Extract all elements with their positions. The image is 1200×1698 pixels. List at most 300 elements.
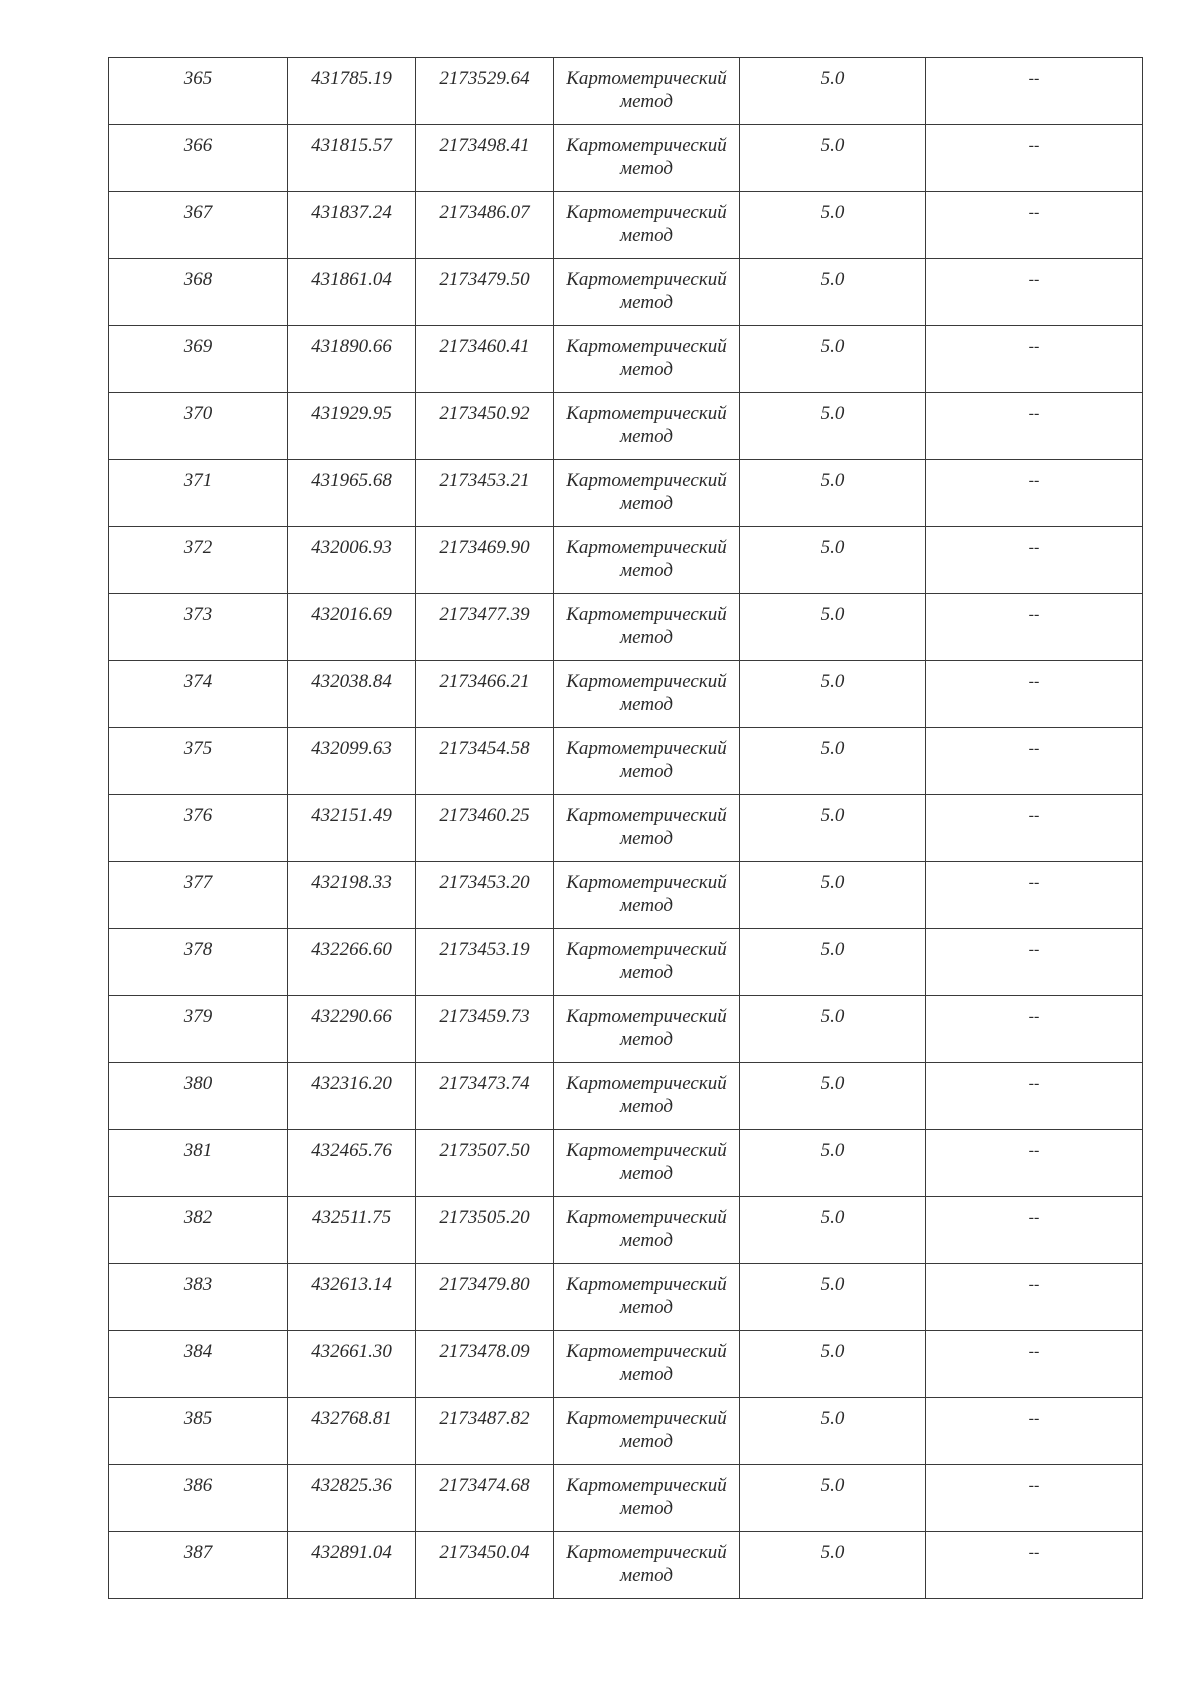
point-number-cell bbox=[109, 1264, 288, 1331]
note-text: -- bbox=[1028, 1477, 1040, 1494]
table-row bbox=[109, 460, 1143, 527]
x-coordinate-cell bbox=[288, 929, 416, 996]
method-line-2: метод bbox=[620, 1163, 673, 1184]
note-cell bbox=[926, 1130, 1143, 1197]
point-number-cell bbox=[109, 862, 288, 929]
point-number-text: 378 bbox=[183, 939, 213, 960]
accuracy-text: 5.0 bbox=[820, 1542, 845, 1563]
accuracy-cell bbox=[740, 192, 926, 259]
note-cell bbox=[926, 594, 1143, 661]
x-coordinate-text: 432465.76 bbox=[311, 1140, 392, 1161]
table-row bbox=[109, 728, 1143, 795]
y-coordinate-text: 2173459.73 bbox=[439, 1006, 530, 1027]
note-cell bbox=[926, 326, 1143, 393]
point-number-text: 373 bbox=[183, 604, 213, 625]
x-coordinate-text: 431837.24 bbox=[311, 202, 392, 223]
method-text bbox=[554, 259, 739, 314]
method-line-2: метод bbox=[620, 1029, 673, 1050]
x-coordinate-text: 432661.30 bbox=[311, 1341, 392, 1362]
method-cell bbox=[554, 1264, 740, 1331]
coordinates-table bbox=[108, 57, 1143, 1599]
table-row bbox=[109, 125, 1143, 192]
method-line-2: метод bbox=[620, 292, 673, 313]
point-number-text: 387 bbox=[183, 1542, 213, 1563]
point-number-cell bbox=[109, 594, 288, 661]
method-line-1: Картометрический bbox=[566, 671, 727, 692]
x-coordinate-cell bbox=[288, 1130, 416, 1197]
table-row bbox=[109, 1130, 1143, 1197]
method-line-2: метод bbox=[620, 560, 673, 581]
table-row bbox=[109, 795, 1143, 862]
note-text: -- bbox=[1028, 472, 1040, 489]
method-text bbox=[554, 460, 739, 515]
method-line-2: метод bbox=[620, 627, 673, 648]
method-cell bbox=[554, 1398, 740, 1465]
method-line-1: Картометрический bbox=[566, 470, 727, 491]
note-text: -- bbox=[1028, 405, 1040, 422]
table-row bbox=[109, 996, 1143, 1063]
note-cell bbox=[926, 929, 1143, 996]
point-number-cell bbox=[109, 125, 288, 192]
note-text: -- bbox=[1028, 137, 1040, 154]
x-coordinate-cell bbox=[288, 862, 416, 929]
table-row bbox=[109, 1264, 1143, 1331]
note-text: -- bbox=[1028, 673, 1040, 690]
y-coordinate-text: 2173450.04 bbox=[439, 1542, 530, 1563]
note-cell bbox=[926, 259, 1143, 326]
method-text bbox=[554, 1130, 739, 1185]
point-number-text: 372 bbox=[183, 537, 213, 558]
point-number-cell bbox=[109, 1331, 288, 1398]
accuracy-text: 5.0 bbox=[820, 1140, 845, 1161]
y-coordinate-text: 2173507.50 bbox=[439, 1140, 530, 1161]
method-line-2: метод bbox=[620, 158, 673, 179]
y-coordinate-cell bbox=[416, 527, 554, 594]
method-cell bbox=[554, 1130, 740, 1197]
y-coordinate-text: 2173453.19 bbox=[439, 939, 530, 960]
method-line-1: Картометрический bbox=[566, 939, 727, 960]
method-text bbox=[554, 393, 739, 448]
method-line-1: Картометрический bbox=[566, 738, 727, 759]
method-line-2: метод bbox=[620, 1230, 673, 1251]
y-coordinate-text: 2173454.58 bbox=[439, 738, 530, 759]
table-row bbox=[109, 326, 1143, 393]
note-cell bbox=[926, 1398, 1143, 1465]
method-line-1: Картометрический bbox=[566, 68, 727, 89]
x-coordinate-text: 432316.20 bbox=[311, 1073, 392, 1094]
method-line-2: метод bbox=[620, 895, 673, 916]
x-coordinate-text: 432006.93 bbox=[311, 537, 392, 558]
method-cell bbox=[554, 1063, 740, 1130]
method-cell bbox=[554, 862, 740, 929]
accuracy-text: 5.0 bbox=[820, 202, 845, 223]
method-text bbox=[554, 527, 739, 582]
x-coordinate-cell bbox=[288, 259, 416, 326]
x-coordinate-cell bbox=[288, 661, 416, 728]
note-cell bbox=[926, 1264, 1143, 1331]
table-row bbox=[109, 1197, 1143, 1264]
y-coordinate-cell bbox=[416, 1197, 554, 1264]
y-coordinate-text: 2173450.92 bbox=[439, 403, 530, 424]
method-line-1: Картометрический bbox=[566, 269, 727, 290]
method-text bbox=[554, 1197, 739, 1252]
method-cell bbox=[554, 393, 740, 460]
accuracy-cell bbox=[740, 527, 926, 594]
method-cell bbox=[554, 125, 740, 192]
y-coordinate-text: 2173478.09 bbox=[439, 1341, 530, 1362]
note-cell bbox=[926, 1465, 1143, 1532]
method-text bbox=[554, 795, 739, 850]
x-coordinate-cell bbox=[288, 326, 416, 393]
note-cell bbox=[926, 460, 1143, 527]
point-number-cell bbox=[109, 996, 288, 1063]
point-number-cell bbox=[109, 728, 288, 795]
accuracy-text: 5.0 bbox=[820, 470, 845, 491]
method-text bbox=[554, 326, 739, 381]
note-cell bbox=[926, 661, 1143, 728]
y-coordinate-cell bbox=[416, 460, 554, 527]
method-cell bbox=[554, 326, 740, 393]
method-line-1: Картометрический bbox=[566, 1475, 727, 1496]
point-number-text: 370 bbox=[183, 403, 213, 424]
note-text: -- bbox=[1028, 1343, 1040, 1360]
y-coordinate-text: 2173505.20 bbox=[439, 1207, 530, 1228]
accuracy-cell bbox=[740, 460, 926, 527]
method-line-1: Картометрический bbox=[566, 1207, 727, 1228]
note-text: -- bbox=[1028, 874, 1040, 891]
y-coordinate-text: 2173498.41 bbox=[439, 135, 530, 156]
point-number-text: 381 bbox=[183, 1140, 213, 1161]
x-coordinate-text: 431929.95 bbox=[311, 403, 392, 424]
note-cell bbox=[926, 862, 1143, 929]
method-cell bbox=[554, 594, 740, 661]
y-coordinate-cell bbox=[416, 1532, 554, 1599]
method-line-1: Картометрический bbox=[566, 202, 727, 223]
accuracy-cell bbox=[740, 58, 926, 125]
method-line-2: метод bbox=[620, 225, 673, 246]
point-number-cell bbox=[109, 1197, 288, 1264]
x-coordinate-cell bbox=[288, 393, 416, 460]
accuracy-text: 5.0 bbox=[820, 1341, 845, 1362]
point-number-cell bbox=[109, 1130, 288, 1197]
method-cell bbox=[554, 1197, 740, 1264]
method-text bbox=[554, 661, 739, 716]
x-coordinate-cell bbox=[288, 1063, 416, 1130]
y-coordinate-cell bbox=[416, 594, 554, 661]
point-number-cell bbox=[109, 326, 288, 393]
y-coordinate-text: 2173477.39 bbox=[439, 604, 530, 625]
accuracy-text: 5.0 bbox=[820, 135, 845, 156]
y-coordinate-cell bbox=[416, 728, 554, 795]
accuracy-cell bbox=[740, 728, 926, 795]
point-number-cell bbox=[109, 795, 288, 862]
method-line-1: Картометрический bbox=[566, 872, 727, 893]
x-coordinate-cell bbox=[288, 728, 416, 795]
method-line-1: Картометрический bbox=[566, 1140, 727, 1161]
point-number-text: 375 bbox=[183, 738, 213, 759]
note-cell bbox=[926, 728, 1143, 795]
accuracy-text: 5.0 bbox=[820, 537, 845, 558]
x-coordinate-cell bbox=[288, 795, 416, 862]
x-coordinate-cell bbox=[288, 594, 416, 661]
method-line-1: Картометрический bbox=[566, 604, 727, 625]
x-coordinate-text: 432290.66 bbox=[311, 1006, 392, 1027]
accuracy-text: 5.0 bbox=[820, 1408, 845, 1429]
y-coordinate-cell bbox=[416, 795, 554, 862]
x-coordinate-text: 432151.49 bbox=[311, 805, 392, 826]
note-text: -- bbox=[1028, 1209, 1040, 1226]
point-number-text: 377 bbox=[183, 872, 213, 893]
method-line-2: метод bbox=[620, 1096, 673, 1117]
method-text bbox=[554, 1465, 739, 1520]
accuracy-cell bbox=[740, 326, 926, 393]
x-coordinate-text: 432099.63 bbox=[311, 738, 392, 759]
y-coordinate-cell bbox=[416, 1063, 554, 1130]
method-line-1: Картометрический bbox=[566, 1073, 727, 1094]
accuracy-text: 5.0 bbox=[820, 1006, 845, 1027]
y-coordinate-cell bbox=[416, 1331, 554, 1398]
method-cell bbox=[554, 661, 740, 728]
y-coordinate-text: 2173529.64 bbox=[439, 68, 530, 89]
table-row bbox=[109, 259, 1143, 326]
y-coordinate-text: 2173479.80 bbox=[439, 1274, 530, 1295]
method-line-2: метод bbox=[620, 828, 673, 849]
accuracy-cell bbox=[740, 996, 926, 1063]
accuracy-text: 5.0 bbox=[820, 1073, 845, 1094]
point-number-cell bbox=[109, 661, 288, 728]
accuracy-text: 5.0 bbox=[820, 671, 845, 692]
note-cell bbox=[926, 1331, 1143, 1398]
y-coordinate-text: 2173474.68 bbox=[439, 1475, 530, 1496]
note-cell bbox=[926, 1197, 1143, 1264]
x-coordinate-cell bbox=[288, 125, 416, 192]
point-number-cell bbox=[109, 1465, 288, 1532]
accuracy-cell bbox=[740, 259, 926, 326]
method-line-2: метод bbox=[620, 91, 673, 112]
method-text bbox=[554, 125, 739, 180]
x-coordinate-cell bbox=[288, 1331, 416, 1398]
method-line-2: метод bbox=[620, 1565, 673, 1586]
note-text: -- bbox=[1028, 1075, 1040, 1092]
accuracy-text: 5.0 bbox=[820, 403, 845, 424]
accuracy-cell bbox=[740, 1331, 926, 1398]
table-row bbox=[109, 1532, 1143, 1599]
x-coordinate-cell bbox=[288, 58, 416, 125]
accuracy-cell bbox=[740, 1197, 926, 1264]
note-cell bbox=[926, 527, 1143, 594]
accuracy-cell bbox=[740, 929, 926, 996]
method-cell bbox=[554, 1465, 740, 1532]
accuracy-text: 5.0 bbox=[820, 68, 845, 89]
method-text bbox=[554, 1063, 739, 1118]
point-number-text: 368 bbox=[183, 269, 213, 290]
point-number-text: 384 bbox=[183, 1341, 213, 1362]
method-cell bbox=[554, 527, 740, 594]
y-coordinate-text: 2173460.41 bbox=[439, 336, 530, 357]
y-coordinate-cell bbox=[416, 862, 554, 929]
accuracy-cell bbox=[740, 1398, 926, 1465]
table-row bbox=[109, 1398, 1143, 1465]
accuracy-cell bbox=[740, 594, 926, 661]
x-coordinate-text: 432038.84 bbox=[311, 671, 392, 692]
y-coordinate-text: 2173473.74 bbox=[439, 1073, 530, 1094]
x-coordinate-cell bbox=[288, 527, 416, 594]
y-coordinate-cell bbox=[416, 661, 554, 728]
y-coordinate-cell bbox=[416, 1130, 554, 1197]
note-cell bbox=[926, 1532, 1143, 1599]
note-text: -- bbox=[1028, 204, 1040, 221]
x-coordinate-cell bbox=[288, 1197, 416, 1264]
y-coordinate-text: 2173486.07 bbox=[439, 202, 530, 223]
method-line-2: метод bbox=[620, 1364, 673, 1385]
method-line-1: Картометрический bbox=[566, 805, 727, 826]
point-number-text: 367 bbox=[183, 202, 213, 223]
y-coordinate-cell bbox=[416, 929, 554, 996]
x-coordinate-cell bbox=[288, 1465, 416, 1532]
y-coordinate-text: 2173466.21 bbox=[439, 671, 530, 692]
method-line-1: Картометрический bbox=[566, 1408, 727, 1429]
table-row bbox=[109, 527, 1143, 594]
method-line-2: метод bbox=[620, 359, 673, 380]
x-coordinate-text: 431815.57 bbox=[311, 135, 392, 156]
point-number-text: 382 bbox=[183, 1207, 213, 1228]
method-line-2: метод bbox=[620, 1498, 673, 1519]
x-coordinate-text: 432511.75 bbox=[311, 1207, 392, 1228]
y-coordinate-text: 2173487.82 bbox=[439, 1408, 530, 1429]
method-line-2: метод bbox=[620, 1297, 673, 1318]
y-coordinate-text: 2173469.90 bbox=[439, 537, 530, 558]
point-number-text: 371 bbox=[183, 470, 213, 491]
method-line-1: Картометрический bbox=[566, 135, 727, 156]
method-text bbox=[554, 1532, 739, 1587]
accuracy-text: 5.0 bbox=[820, 269, 845, 290]
method-text bbox=[554, 862, 739, 917]
y-coordinate-cell bbox=[416, 259, 554, 326]
note-cell bbox=[926, 795, 1143, 862]
table-row bbox=[109, 862, 1143, 929]
note-cell bbox=[926, 192, 1143, 259]
method-text bbox=[554, 728, 739, 783]
point-number-cell bbox=[109, 527, 288, 594]
y-coordinate-text: 2173453.21 bbox=[439, 470, 530, 491]
note-text: -- bbox=[1028, 338, 1040, 355]
method-cell bbox=[554, 795, 740, 862]
note-text: -- bbox=[1028, 1410, 1040, 1427]
y-coordinate-text: 2173479.50 bbox=[439, 269, 530, 290]
table-row bbox=[109, 1465, 1143, 1532]
accuracy-text: 5.0 bbox=[820, 1475, 845, 1496]
method-line-1: Картометрический bbox=[566, 1006, 727, 1027]
method-cell bbox=[554, 460, 740, 527]
x-coordinate-text: 431890.66 bbox=[311, 336, 392, 357]
accuracy-text: 5.0 bbox=[820, 1274, 845, 1295]
note-text: -- bbox=[1028, 941, 1040, 958]
accuracy-text: 5.0 bbox=[820, 872, 845, 893]
point-number-cell bbox=[109, 1398, 288, 1465]
note-text: -- bbox=[1028, 740, 1040, 757]
accuracy-cell bbox=[740, 125, 926, 192]
y-coordinate-cell bbox=[416, 192, 554, 259]
x-coordinate-text: 432198.33 bbox=[311, 872, 392, 893]
accuracy-cell bbox=[740, 862, 926, 929]
note-text: -- bbox=[1028, 271, 1040, 288]
y-coordinate-cell bbox=[416, 996, 554, 1063]
y-coordinate-cell bbox=[416, 125, 554, 192]
table-row bbox=[109, 58, 1143, 125]
note-cell bbox=[926, 58, 1143, 125]
method-line-2: метод bbox=[620, 1431, 673, 1452]
y-coordinate-cell bbox=[416, 1465, 554, 1532]
x-coordinate-cell bbox=[288, 1398, 416, 1465]
method-line-1: Картометрический bbox=[566, 537, 727, 558]
y-coordinate-text: 2173460.25 bbox=[439, 805, 530, 826]
method-cell bbox=[554, 192, 740, 259]
accuracy-text: 5.0 bbox=[820, 939, 845, 960]
method-cell bbox=[554, 58, 740, 125]
y-coordinate-cell bbox=[416, 1398, 554, 1465]
point-number-text: 374 bbox=[183, 671, 213, 692]
y-coordinate-cell bbox=[416, 326, 554, 393]
note-text: -- bbox=[1028, 1276, 1040, 1293]
y-coordinate-cell bbox=[416, 393, 554, 460]
accuracy-cell bbox=[740, 393, 926, 460]
accuracy-text: 5.0 bbox=[820, 805, 845, 826]
x-coordinate-text: 432825.36 bbox=[311, 1475, 392, 1496]
point-number-text: 385 bbox=[183, 1408, 213, 1429]
method-line-2: метод bbox=[620, 694, 673, 715]
accuracy-text: 5.0 bbox=[820, 336, 845, 357]
x-coordinate-cell bbox=[288, 192, 416, 259]
method-line-2: метод bbox=[620, 962, 673, 983]
point-number-text: 380 bbox=[183, 1073, 213, 1094]
x-coordinate-cell bbox=[288, 1532, 416, 1599]
y-coordinate-text: 2173453.20 bbox=[439, 872, 530, 893]
method-line-2: метод bbox=[620, 761, 673, 782]
note-text: -- bbox=[1028, 70, 1040, 87]
note-cell bbox=[926, 996, 1143, 1063]
method-text bbox=[554, 1398, 739, 1453]
method-text bbox=[554, 192, 739, 247]
method-line-1: Картометрический bbox=[566, 403, 727, 424]
point-number-cell bbox=[109, 1532, 288, 1599]
point-number-cell bbox=[109, 192, 288, 259]
note-text: -- bbox=[1028, 606, 1040, 623]
method-cell bbox=[554, 929, 740, 996]
method-line-2: метод bbox=[620, 493, 673, 514]
accuracy-cell bbox=[740, 1063, 926, 1130]
note-cell bbox=[926, 125, 1143, 192]
x-coordinate-cell bbox=[288, 996, 416, 1063]
point-number-cell bbox=[109, 58, 288, 125]
y-coordinate-cell bbox=[416, 1264, 554, 1331]
y-coordinate-cell bbox=[416, 58, 554, 125]
method-line-1: Картометрический bbox=[566, 1341, 727, 1362]
x-coordinate-text: 432266.60 bbox=[311, 939, 392, 960]
method-text bbox=[554, 58, 739, 113]
table-row bbox=[109, 594, 1143, 661]
table-row bbox=[109, 929, 1143, 996]
note-text: -- bbox=[1028, 539, 1040, 556]
method-text bbox=[554, 1264, 739, 1319]
method-line-1: Картометрический bbox=[566, 1542, 727, 1563]
x-coordinate-text: 432016.69 bbox=[311, 604, 392, 625]
point-number-cell bbox=[109, 1063, 288, 1130]
x-coordinate-text: 431965.68 bbox=[311, 470, 392, 491]
point-number-text: 386 bbox=[183, 1475, 213, 1496]
point-number-text: 369 bbox=[183, 336, 213, 357]
method-line-2: метод bbox=[620, 426, 673, 447]
method-text bbox=[554, 1331, 739, 1386]
